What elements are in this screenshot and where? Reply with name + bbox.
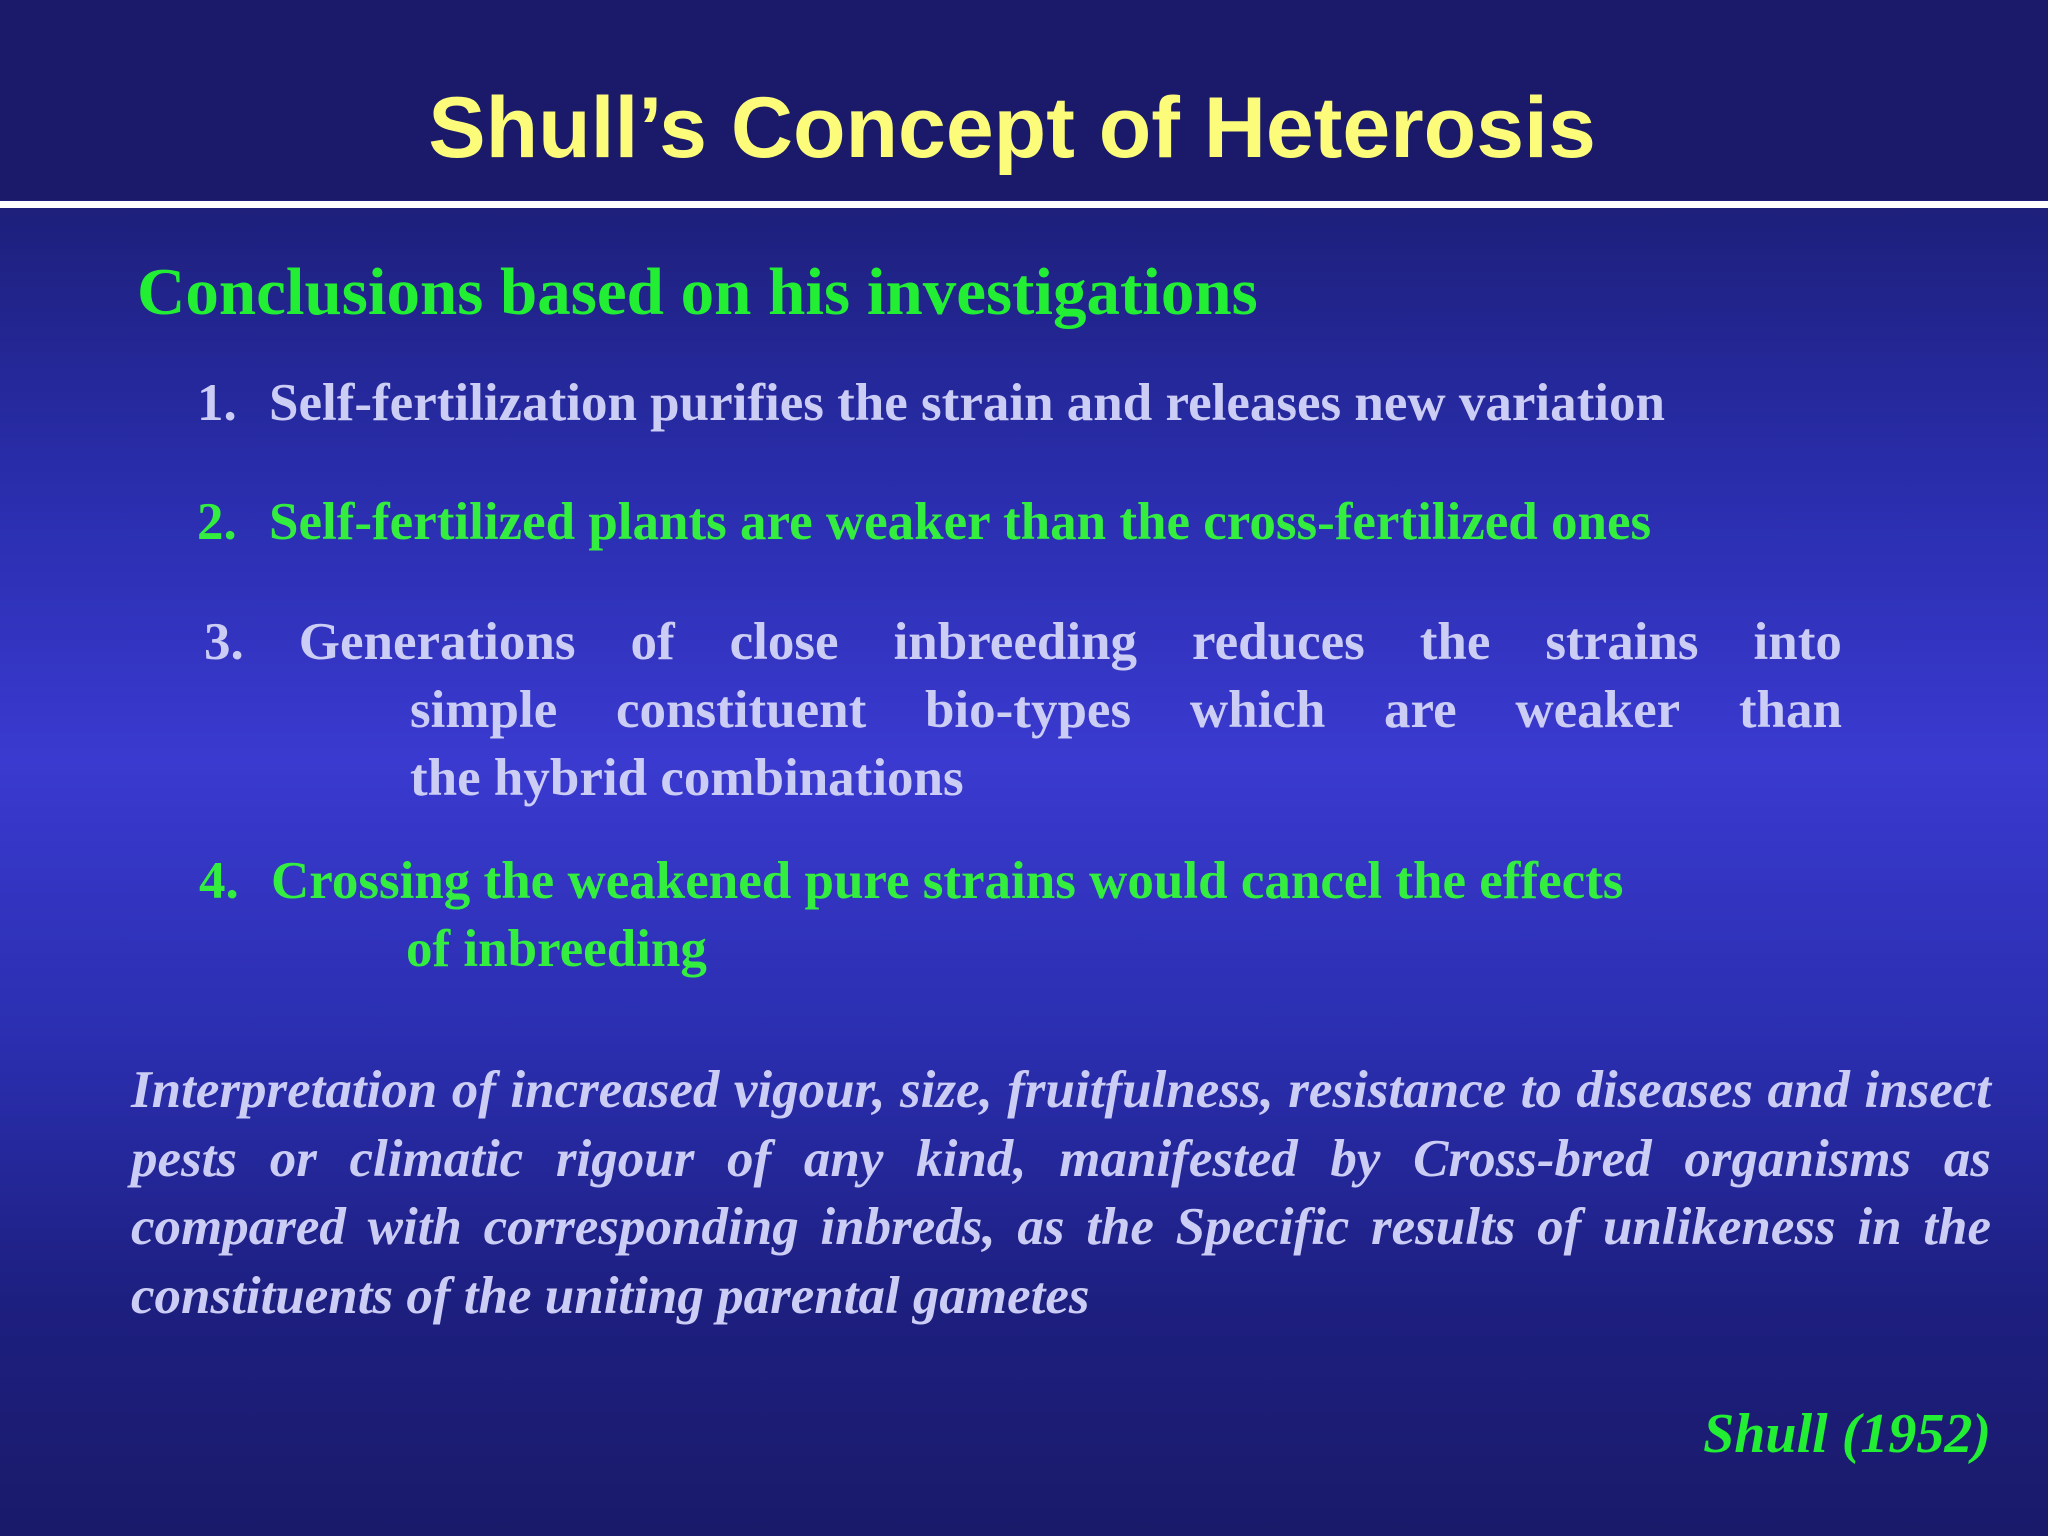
- citation: Shull (1952): [1703, 1403, 1991, 1465]
- item-word: constituent: [615, 681, 867, 739]
- item-word: Generations: [298, 613, 576, 671]
- item-line: [204, 608, 1842, 676]
- item-number: 4.: [199, 852, 239, 910]
- conclusions-heading: Conclusions based on his investigations: [137, 255, 1258, 329]
- item-word: of: [630, 613, 675, 671]
- item-word: simple: [410, 681, 558, 739]
- item-line: the hybrid combinations: [410, 749, 964, 807]
- conclusion-item-4: [199, 847, 1623, 983]
- item-line: [410, 676, 1842, 744]
- item-word: reduces: [1192, 613, 1365, 671]
- conclusion-item-1: [197, 369, 1665, 437]
- item-text: Self-fertilized plants are weaker than the cross-fertilized ones: [269, 493, 1652, 551]
- conclusion-item-2: [197, 488, 1651, 556]
- item-text: Crossing the weakened pure strains would cancel the effects: [271, 852, 1624, 910]
- item-word: into: [1753, 613, 1842, 671]
- interpretation-paragraph: Interpretation of increased vigour, size, fruitfulness, resistance to diseases and insect pests or climatic rigour of any kind, manifested by Cross-bred organisms as compared with corresponding inbreds, as the Specific results of unlikeness in the constituents of the uniting parental gametes: [131, 1061, 1991, 1325]
- item-word: strains: [1545, 613, 1699, 671]
- item-word: bio-types: [924, 681, 1132, 739]
- item-number: 1.: [197, 374, 237, 432]
- item-continuation: of inbreeding: [406, 920, 707, 978]
- item-word: inbreeding: [893, 613, 1138, 671]
- conclusion-item-3: [204, 608, 1842, 812]
- title-divider: [0, 201, 2048, 208]
- item-word: are: [1384, 681, 1457, 739]
- item-number: 2.: [197, 493, 237, 551]
- slide-title: Shull’s Concept of Heterosis: [428, 80, 1596, 176]
- item-word: which: [1189, 681, 1326, 739]
- item-word: than: [1738, 681, 1842, 739]
- item-word: close: [729, 613, 839, 671]
- item-text: Self-fertilization purifies the strain and releases new variation: [269, 374, 1665, 432]
- item-word: the: [1419, 613, 1491, 671]
- item-word: weaker: [1515, 681, 1681, 739]
- item-number: 3.: [204, 613, 244, 671]
